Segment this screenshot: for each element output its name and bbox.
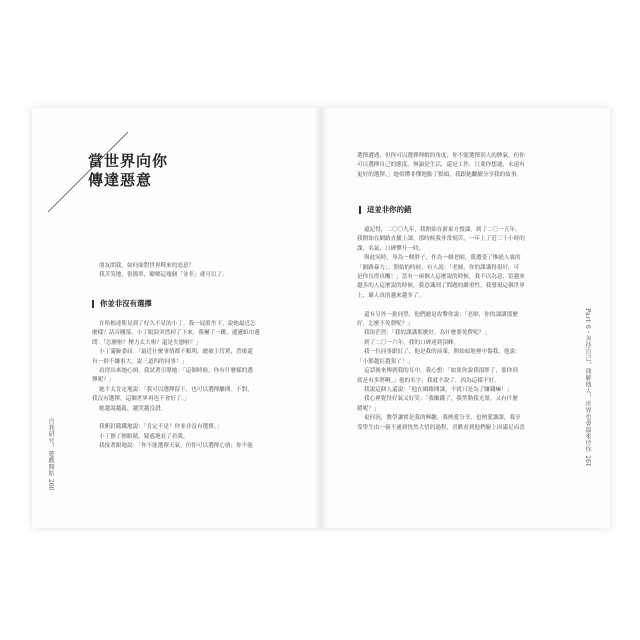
- body-line: 擇呢？」: [92, 377, 115, 384]
- body-line: 課，名氣、口碑攀升一時。: [357, 245, 425, 252]
- body-line: 錯呢？」: [357, 405, 380, 412]
- heading-marker: [359, 206, 361, 214]
- intro-paragraphs: [92, 262, 292, 281]
- section-heading: [92, 298, 152, 309]
- body-line: 我沒有選擇，這個世界再也不會好了。」: [92, 396, 190, 403]
- left-sidebar: [46, 418, 55, 490]
- chapter-title-line-2: 傳達惡意: [88, 171, 153, 189]
- body-line: 還有另外一批同學，他們總是攻擊你說：「老師，你的課講那麼: [364, 311, 518, 318]
- intro-line: 朋友問我，如何面對世界釋來的惡意？: [99, 263, 195, 269]
- body-line: 到了二〇一六年，我的口碑達到頂峰。: [364, 339, 460, 346]
- body-line: 是你長得真醜！」當有一兩個人這麼說的時候，我不以為意，當越來: [357, 274, 525, 281]
- body-line: 選擇遭遇，但你可以選擇理解的角度；你不能選擇別人的脾氣，但你: [357, 153, 525, 159]
- body-line: 小丁滿臉委屈：「最近什麼事情都不順利，總被主管罵，背後還: [99, 349, 253, 356]
- body-line: 麼樣？話音剛落，小丁眼淚突然掉了下來，我嚇了一跳，邊遞紙巾邊: [92, 330, 260, 337]
- intro-line: 我苦笑地，很簡單，瞭解這幾個「並非」就可以了。: [99, 272, 228, 279]
- section-body: [357, 226, 553, 433]
- body-line: 受學生由一竅不通到恍然大悟的過程，喜歡看到他們臉上因滿足而喜: [357, 424, 525, 431]
- body-line: 我很茫然：「我的課講那麼好，為什麼要免費呢？」: [364, 330, 490, 337]
- page-number: 261: [584, 455, 591, 467]
- body-line: 這話後來傳到我的耳中，我心想：「如果你說我很胖了，那你到: [364, 368, 518, 375]
- chapter-title-line-1: 當世界向你: [88, 152, 169, 170]
- left-page: [32, 108, 321, 528]
- body-line: 我一位同事跟紅了，他是我的前輩，開始暗地裡中傷我，他說：: [364, 349, 521, 356]
- body-line: 底是有多胖啊。」他的名字，我就不說了，因為這樣不好。: [357, 377, 500, 384]
- section-heading: [359, 204, 411, 215]
- body-line: 還記得，二〇〇九年，我開始在新東方授課。到了二〇一五年，: [364, 227, 521, 233]
- body-line: 問：「怎麼啦？壓力太大啦？還是失戀啦？」: [92, 339, 202, 346]
- section-body: [92, 320, 292, 452]
- top-paragraph: [357, 152, 553, 180]
- body-line: 好，怎麼不免費呢？」: [357, 321, 413, 328]
- body-line: 上，壞人真的越來越多了。: [357, 292, 425, 299]
- body-line: 與此同時，身為一個胖子，作為一個老師，我遭受了慘絕人寰的: [364, 255, 521, 262]
- body-line: 我接著跟她說：「你不能選擇天氣，但你可以選擇心情；你不能: [99, 443, 253, 450]
- body-line: 她越說越亂，越哭越沒譜。: [99, 405, 167, 412]
- body-line: 小丁擦了擦眼睛，疑惑地看了看我。: [99, 433, 189, 440]
- body-line: 她不太肯定地說：「我可以選擇留下，也可以選擇離開。不對，: [99, 386, 253, 393]
- page-number: 260: [47, 478, 54, 491]
- body-line: 更何況，教學讓實是我的興趣，我熱愛分享，也熱愛講課，我享: [364, 415, 521, 422]
- body-line: 我說這個人還說：「他在網路開課，不就只是為了賺錢嘛！」: [364, 386, 513, 393]
- right-page: [321, 108, 610, 528]
- body-line: 我心裡覺得好氣又好笑：「我賺錢了，我勞動我光榮，又有什麼: [364, 396, 518, 403]
- section-heading-text: 你並非沒有選擇: [100, 299, 152, 308]
- chapter-title: [88, 152, 168, 190]
- body-line: 有一群不嫌事大，說三道四的同事！」: [92, 358, 188, 365]
- body-line: 我開始在網路直播上課，那時候我非常刻苦，一年上了近三千小時的: [357, 236, 525, 243]
- book-spread: [32, 108, 610, 528]
- section-heading-text: 這並非你的錯: [367, 205, 412, 214]
- body-line: 可以選擇自己的態度。無論是生活，還是工作，只要你想通，永遠有: [357, 162, 525, 169]
- body-line: [357, 301, 553, 310]
- body-line: 我斬釘截鐵地說：「肯定不是！你並非沒有選擇。」: [99, 424, 223, 431]
- body-line: [92, 414, 292, 423]
- heading-marker: [92, 300, 94, 308]
- body-line: 更好的選擇。」她似懂非懂地點了點頭，我跟她繼續分享我的故事。: [357, 171, 523, 178]
- body-line: 「網路暴力」。開始的時候，有人說：「老師，你的課講得很好，可: [357, 264, 520, 271]
- sidebar-text: Part 6・善待自己，理解他人，世界也會溫柔待你: [584, 308, 591, 453]
- body-line: 在哈根達斯見到了好久不見的小丁。我一屁股坐下，說她最近怎: [99, 321, 256, 327]
- body-line: 「小節越紅越狠了！」: [357, 358, 413, 365]
- sidebar-text: 自我研究，遊戲開始: [47, 418, 54, 477]
- body-line: 看得出來她心煩，我試著引導她：「這個時候，你有什麼樣的選: [99, 368, 253, 375]
- right-sidebar: [583, 308, 592, 467]
- body-line: 越多的人這麼說的時候，我意識到了問題的嚴重性，我發現這個世界: [357, 283, 525, 290]
